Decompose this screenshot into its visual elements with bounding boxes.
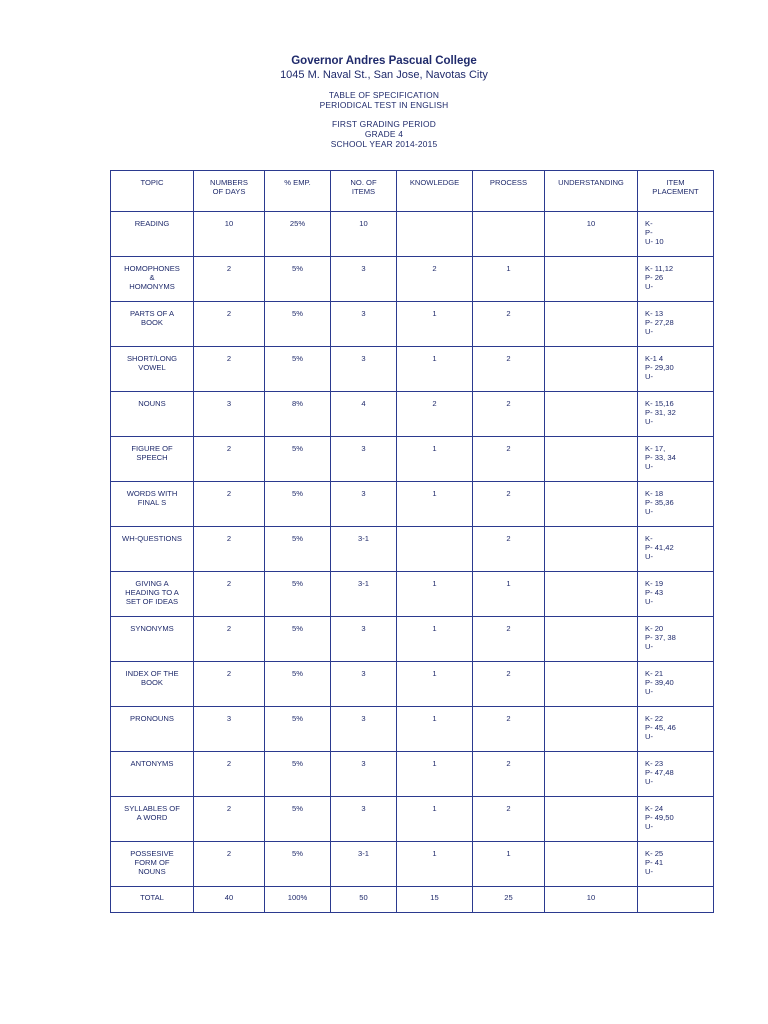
cell-emp: 8% [265, 392, 331, 437]
cell-understanding [545, 527, 638, 572]
cell-emp: 5% [265, 347, 331, 392]
cell-emp: 5% [265, 752, 331, 797]
total-process: 25 [473, 887, 545, 913]
cell-topic: SYLLABLES OF A WORD [111, 797, 194, 842]
cell-knowledge: 2 [397, 392, 473, 437]
cell-emp: 5% [265, 527, 331, 572]
cell-items: 3 [331, 257, 397, 302]
cell-items: 3 [331, 302, 397, 347]
cell-process: 2 [473, 752, 545, 797]
cell-understanding [545, 302, 638, 347]
table-header-row [111, 171, 714, 212]
cell-process: 2 [473, 482, 545, 527]
cell-days: 2 [194, 797, 265, 842]
cell-emp: 5% [265, 302, 331, 347]
cell-knowledge: 1 [397, 797, 473, 842]
cell-understanding [545, 842, 638, 887]
cell-items: 3 [331, 617, 397, 662]
cell-topic: READING [111, 212, 194, 257]
cell-topic: WORDS WITH FINAL S [111, 482, 194, 527]
cell-knowledge: 1 [397, 347, 473, 392]
cell-process: 2 [473, 392, 545, 437]
cell-emp: 5% [265, 662, 331, 707]
table-row [111, 707, 714, 752]
cell-placement: K- P- U- 10 [638, 212, 714, 257]
cell-process: 2 [473, 707, 545, 752]
cell-items: 3 [331, 482, 397, 527]
cell-understanding: 10 [545, 212, 638, 257]
table-row [111, 392, 714, 437]
cell-understanding [545, 707, 638, 752]
cell-items: 3 [331, 752, 397, 797]
cell-emp: 5% [265, 707, 331, 752]
total-understanding: 10 [545, 887, 638, 913]
cell-topic: NOUNS [111, 392, 194, 437]
total-emp: 100% [265, 887, 331, 913]
table-row [111, 482, 714, 527]
cell-placement: K- 23 P- 47,48 U- [638, 752, 714, 797]
cell-items: 3 [331, 437, 397, 482]
cell-knowledge [397, 212, 473, 257]
cell-process: 2 [473, 662, 545, 707]
cell-topic: GIVING A HEADING TO A SET OF IDEAS [111, 572, 194, 617]
table-total-row [111, 887, 714, 913]
document-subtitle: PERIODICAL TEST IN ENGLISH [319, 100, 449, 110]
cell-knowledge [397, 527, 473, 572]
cell-knowledge: 2 [397, 257, 473, 302]
cell-days: 2 [194, 482, 265, 527]
cell-process: 2 [473, 437, 545, 482]
cell-placement: K- 22 P- 45, 46 U- [638, 707, 714, 752]
col-placement: ITEM PLACEMENT [638, 171, 714, 212]
cell-emp: 5% [265, 437, 331, 482]
table-row [111, 257, 714, 302]
table-row [111, 527, 714, 572]
cell-understanding [545, 482, 638, 527]
col-days: NUMBERS OF DAYS [194, 171, 265, 212]
cell-process: 2 [473, 797, 545, 842]
cell-days: 3 [194, 392, 265, 437]
col-understanding: UNDERSTANDING [545, 171, 638, 212]
cell-days: 3 [194, 707, 265, 752]
school-name: Governor Andres Pascual College [291, 55, 477, 67]
cell-topic: POSSESIVE FORM OF NOUNS [111, 842, 194, 887]
table-row [111, 797, 714, 842]
cell-items: 3-1 [331, 572, 397, 617]
cell-understanding [545, 257, 638, 302]
table-row [111, 752, 714, 797]
cell-placement: K- 13 P- 27,28 U- [638, 302, 714, 347]
cell-understanding [545, 752, 638, 797]
cell-knowledge: 1 [397, 302, 473, 347]
cell-items: 3 [331, 797, 397, 842]
cell-placement: K- P- 41,42 U- [638, 527, 714, 572]
cell-placement: K- 24 P- 49,50 U- [638, 797, 714, 842]
cell-understanding [545, 617, 638, 662]
cell-process: 1 [473, 572, 545, 617]
total-days: 40 [194, 887, 265, 913]
cell-process: 2 [473, 302, 545, 347]
cell-topic: WH-QUESTIONS [111, 527, 194, 572]
cell-knowledge: 1 [397, 437, 473, 482]
cell-days: 2 [194, 302, 265, 347]
document-title: TABLE OF SPECIFICATION [328, 90, 440, 100]
cell-items: 3 [331, 707, 397, 752]
cell-emp: 5% [265, 257, 331, 302]
table-row [111, 662, 714, 707]
cell-days: 2 [194, 572, 265, 617]
cell-understanding [545, 572, 638, 617]
cell-process: 2 [473, 617, 545, 662]
cell-days: 2 [194, 347, 265, 392]
cell-placement: K- 19 P- 43 U- [638, 572, 714, 617]
cell-items: 3 [331, 347, 397, 392]
grade-level: GRADE 4 [364, 129, 404, 139]
cell-days: 2 [194, 527, 265, 572]
cell-emp: 5% [265, 572, 331, 617]
col-items: NO. OF ITEMS [331, 171, 397, 212]
cell-topic: FIGURE OF SPEECH [111, 437, 194, 482]
cell-placement: K- 11,12 P- 26 U- [638, 257, 714, 302]
cell-placement: K- 18 P- 35,36 U- [638, 482, 714, 527]
cell-placement: K- 25 P- 41 U- [638, 842, 714, 887]
cell-emp: 5% [265, 797, 331, 842]
cell-topic: PARTS OF A BOOK [111, 302, 194, 347]
cell-topic: SHORT/LONG VOWEL [111, 347, 194, 392]
total-knowledge: 15 [397, 887, 473, 913]
cell-items: 3-1 [331, 527, 397, 572]
cell-days: 2 [194, 842, 265, 887]
cell-process: 1 [473, 257, 545, 302]
school-address: 1045 M. Naval St., San Jose, Navotas City [280, 69, 488, 81]
cell-knowledge: 1 [397, 572, 473, 617]
cell-understanding [545, 797, 638, 842]
cell-process: 2 [473, 527, 545, 572]
cell-items: 4 [331, 392, 397, 437]
cell-process: 2 [473, 347, 545, 392]
cell-topic: INDEX OF THE BOOK [111, 662, 194, 707]
cell-items: 3-1 [331, 842, 397, 887]
cell-knowledge: 1 [397, 617, 473, 662]
cell-days: 2 [194, 752, 265, 797]
cell-emp: 25% [265, 212, 331, 257]
cell-knowledge: 1 [397, 707, 473, 752]
table-row [111, 302, 714, 347]
cell-emp: 5% [265, 617, 331, 662]
table-row [111, 437, 714, 482]
cell-items: 3 [331, 662, 397, 707]
cell-topic: SYNONYMS [111, 617, 194, 662]
cell-knowledge: 1 [397, 662, 473, 707]
col-knowledge: KNOWLEDGE [397, 171, 473, 212]
cell-knowledge: 1 [397, 842, 473, 887]
cell-days: 2 [194, 617, 265, 662]
cell-placement: K-1 4 P- 29,30 U- [638, 347, 714, 392]
cell-knowledge: 1 [397, 482, 473, 527]
col-topic: TOPIC [111, 171, 194, 212]
table-row [111, 347, 714, 392]
cell-placement: K- 20 P- 37, 38 U- [638, 617, 714, 662]
specification-table [110, 170, 714, 913]
cell-process [473, 212, 545, 257]
total-label: TOTAL [111, 887, 194, 913]
cell-days: 2 [194, 257, 265, 302]
cell-understanding [545, 392, 638, 437]
cell-understanding [545, 347, 638, 392]
table-row [111, 617, 714, 662]
cell-days: 2 [194, 662, 265, 707]
document-header [0, 54, 768, 149]
table-row [111, 572, 714, 617]
cell-items: 10 [331, 212, 397, 257]
cell-understanding [545, 437, 638, 482]
cell-understanding [545, 662, 638, 707]
cell-knowledge: 1 [397, 752, 473, 797]
cell-placement: K- 15,16 P- 31, 32 U- [638, 392, 714, 437]
table-row [111, 212, 714, 257]
cell-placement: K- 21 P- 39,40 U- [638, 662, 714, 707]
school-year: SCHOOL YEAR 2014-2015 [330, 139, 438, 149]
table-row [111, 842, 714, 887]
grading-period: FIRST GRADING PERIOD [332, 119, 436, 129]
total-items: 50 [331, 887, 397, 913]
col-process: PROCESS [473, 171, 545, 212]
cell-topic: HOMOPHONES & HOMONYMS [111, 257, 194, 302]
cell-emp: 5% [265, 482, 331, 527]
cell-topic: PRONOUNS [111, 707, 194, 752]
cell-days: 2 [194, 437, 265, 482]
cell-emp: 5% [265, 842, 331, 887]
total-placement [638, 887, 714, 913]
cell-topic: ANTONYMS [111, 752, 194, 797]
cell-placement: K- 17, P- 33, 34 U- [638, 437, 714, 482]
col-emp: % EMP. [265, 171, 331, 212]
cell-days: 10 [194, 212, 265, 257]
cell-process: 1 [473, 842, 545, 887]
